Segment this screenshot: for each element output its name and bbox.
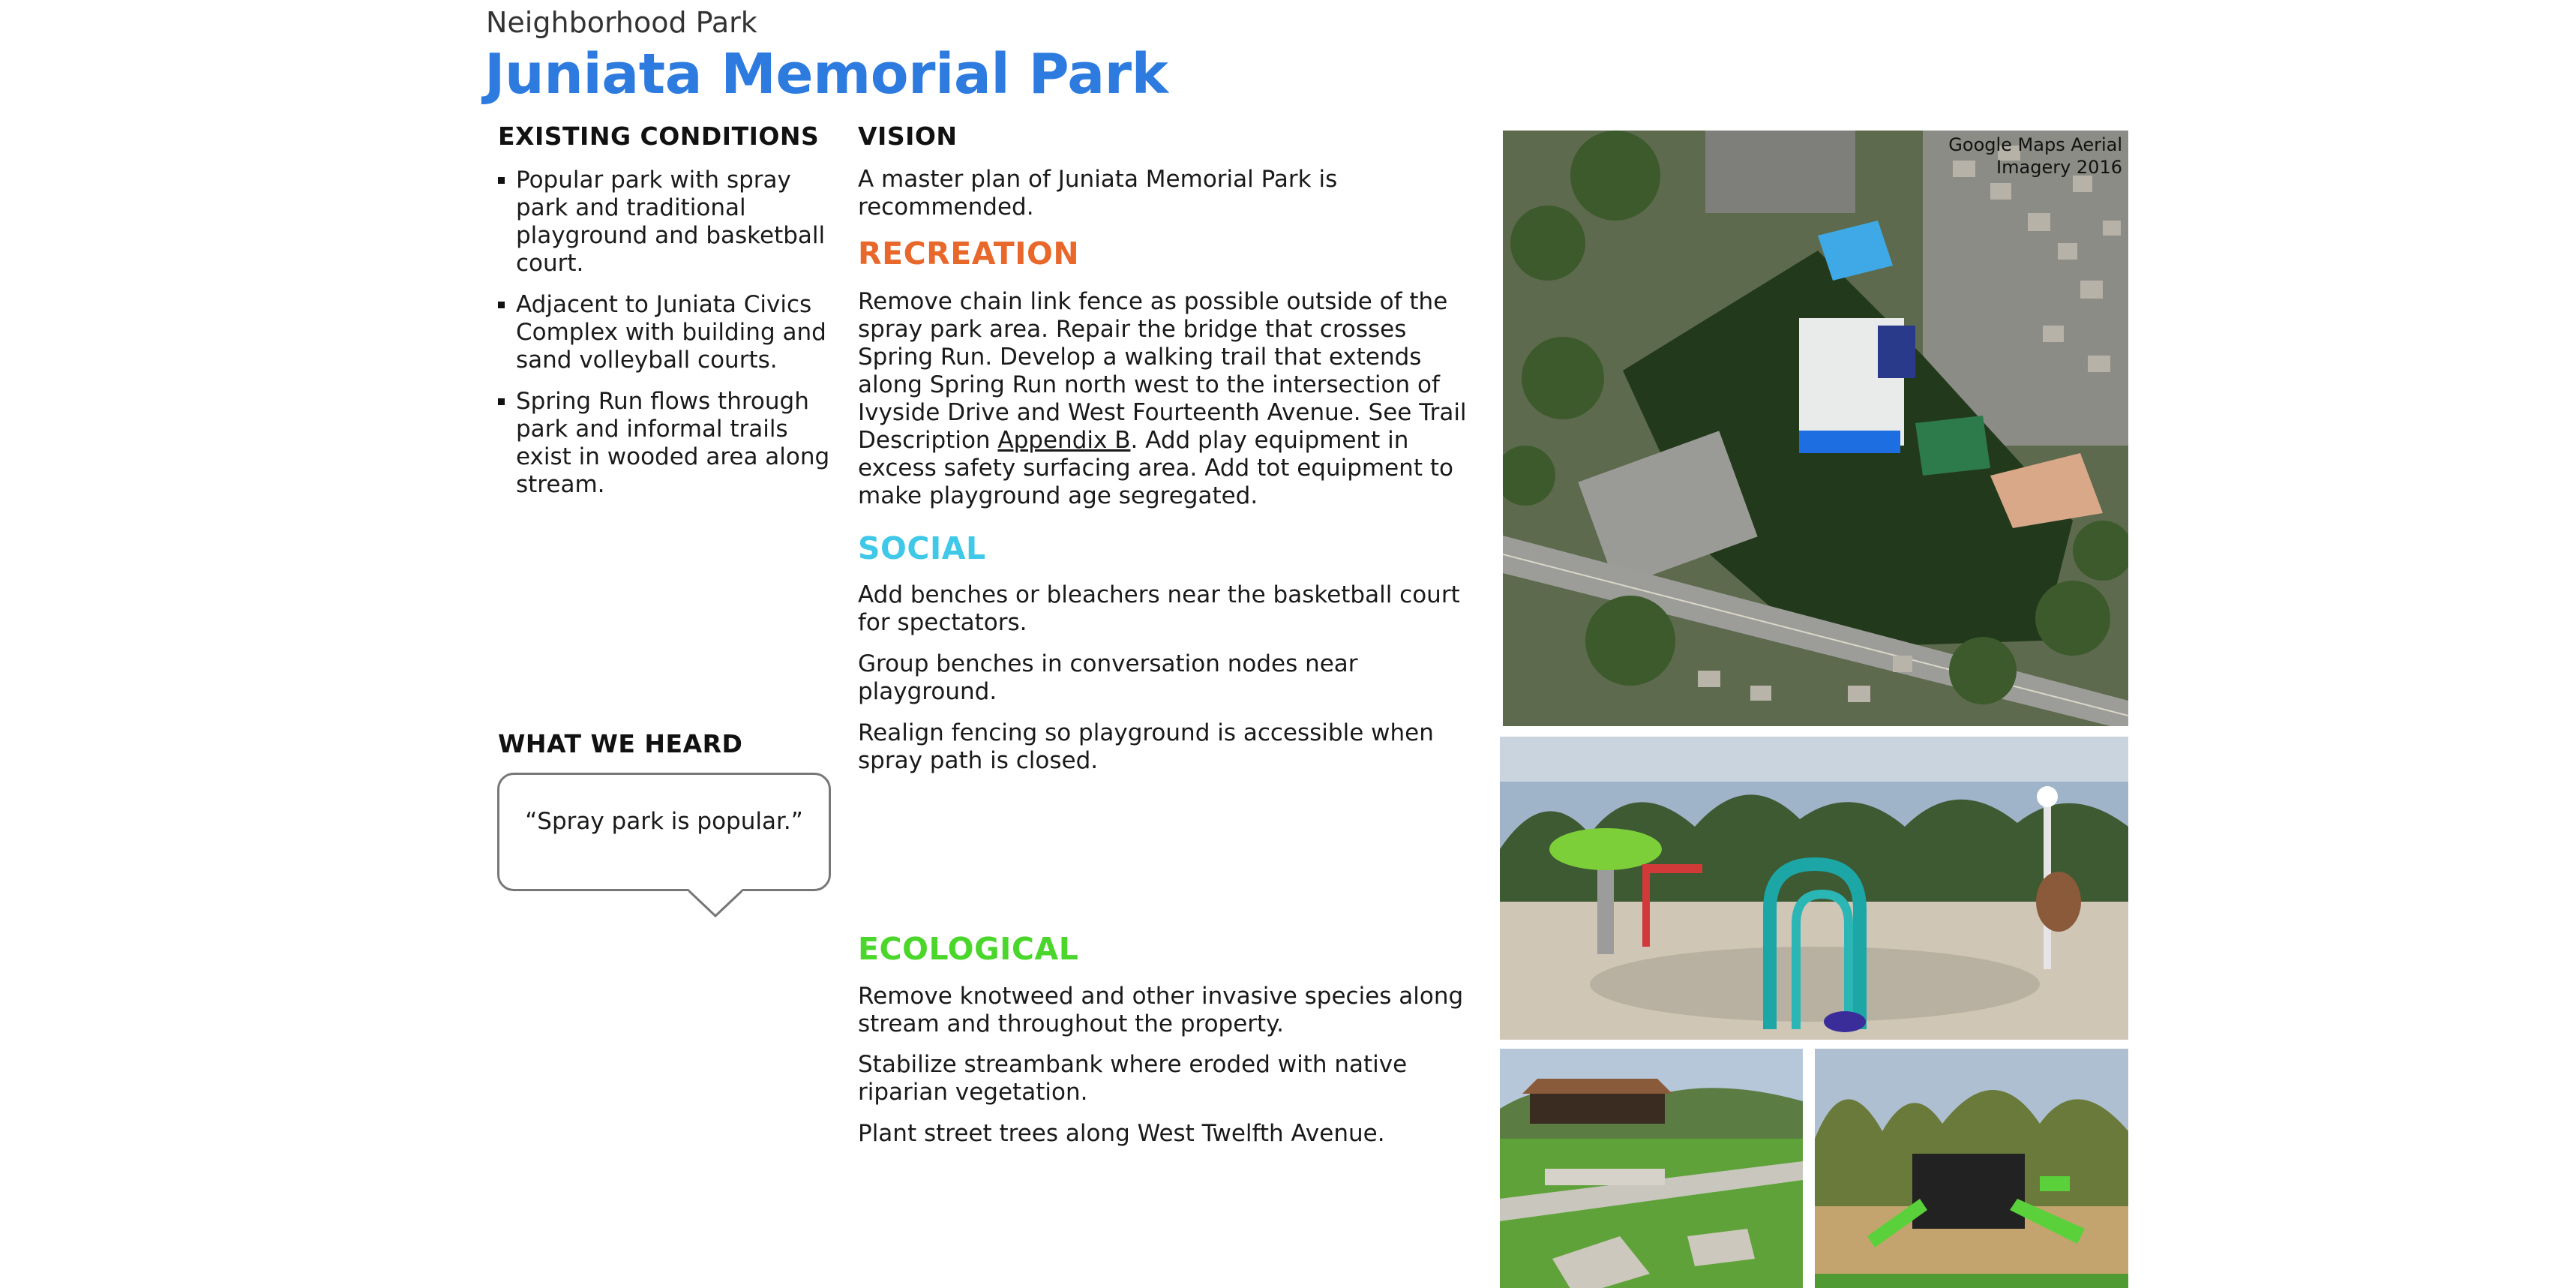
aerial-image (1503, 131, 2128, 726)
appendix-link[interactable]: Appendix B (997, 427, 1131, 454)
spray-park-image (1500, 737, 2128, 1040)
playground-photo (1815, 1049, 2128, 1288)
list-item: Adjacent to Juniata Civics Complex with building and sand volleyball courts. (498, 291, 843, 374)
list-item: Popular park with spray park and traditional playground and basketball court. (498, 167, 843, 278)
social-item: Realign fencing so playground is accessible when spray path is closed. (858, 719, 1434, 774)
ecological-item: Stabilize streambank where eroded with native riparian vegetation. (858, 1051, 1408, 1106)
aerial-photo (1503, 131, 2128, 726)
existing-conditions-heading: EXISTING CONDITIONS (498, 122, 820, 151)
recreation-text (858, 288, 1480, 510)
speech-bubble-tail (688, 889, 742, 919)
vision-heading: VISION (858, 122, 958, 151)
social-heading: SOCIAL (858, 530, 986, 566)
page-category: Neighborhood Park (486, 6, 757, 39)
pavilion-image (1500, 1049, 1803, 1288)
recreation-text-part: . Add play equipment in excess safety surfacing area. Add tot equipment to make playground age segregated. (858, 427, 1453, 509)
social-item: Group benches in conversation nodes near playground. (858, 650, 1358, 705)
ecological-item: Plant street trees along West Twelfth Avenue. (858, 1120, 1385, 1147)
credit-line: Google Maps Aerial (1948, 134, 2122, 155)
recreation-heading: RECREATION (858, 236, 1080, 272)
credit-line: Imagery 2016 (1996, 157, 2122, 178)
page-title: Juniata Memorial Park (484, 42, 1168, 107)
what-we-heard-heading: WHAT WE HEARD (498, 729, 743, 758)
spray-park-photo (1500, 737, 2128, 1040)
vision-text: A master plan of Juniata Memorial Park is recommended. (858, 166, 1338, 221)
aerial-credit (1948, 134, 2122, 179)
quote-text: “Spray park is popular.” (525, 808, 803, 835)
playground-image (1815, 1049, 2128, 1288)
recreation-text-part: Remove chain link fence as possible outside of the spray park area. Repair the bridge that crosses Spring Run. Develop a walking trail that extends along Spring Run north west to the intersection of Ivyside Drive and West Fourteenth Avenue. See Trail Description (858, 288, 1467, 454)
speech-bubble (497, 773, 831, 891)
existing-conditions-list (498, 167, 843, 512)
list-item: Spring Run flows through park and informal trails exist in wooded area along stream. (498, 388, 843, 499)
ecological-heading: ECOLOGICAL (858, 931, 1079, 967)
ecological-item: Remove knotweed and other invasive species along stream and throughout the property. (858, 983, 1464, 1037)
social-item: Add benches or bleachers near the basketball court for spectators. (858, 581, 1460, 636)
pavilion-photo (1500, 1049, 1803, 1288)
